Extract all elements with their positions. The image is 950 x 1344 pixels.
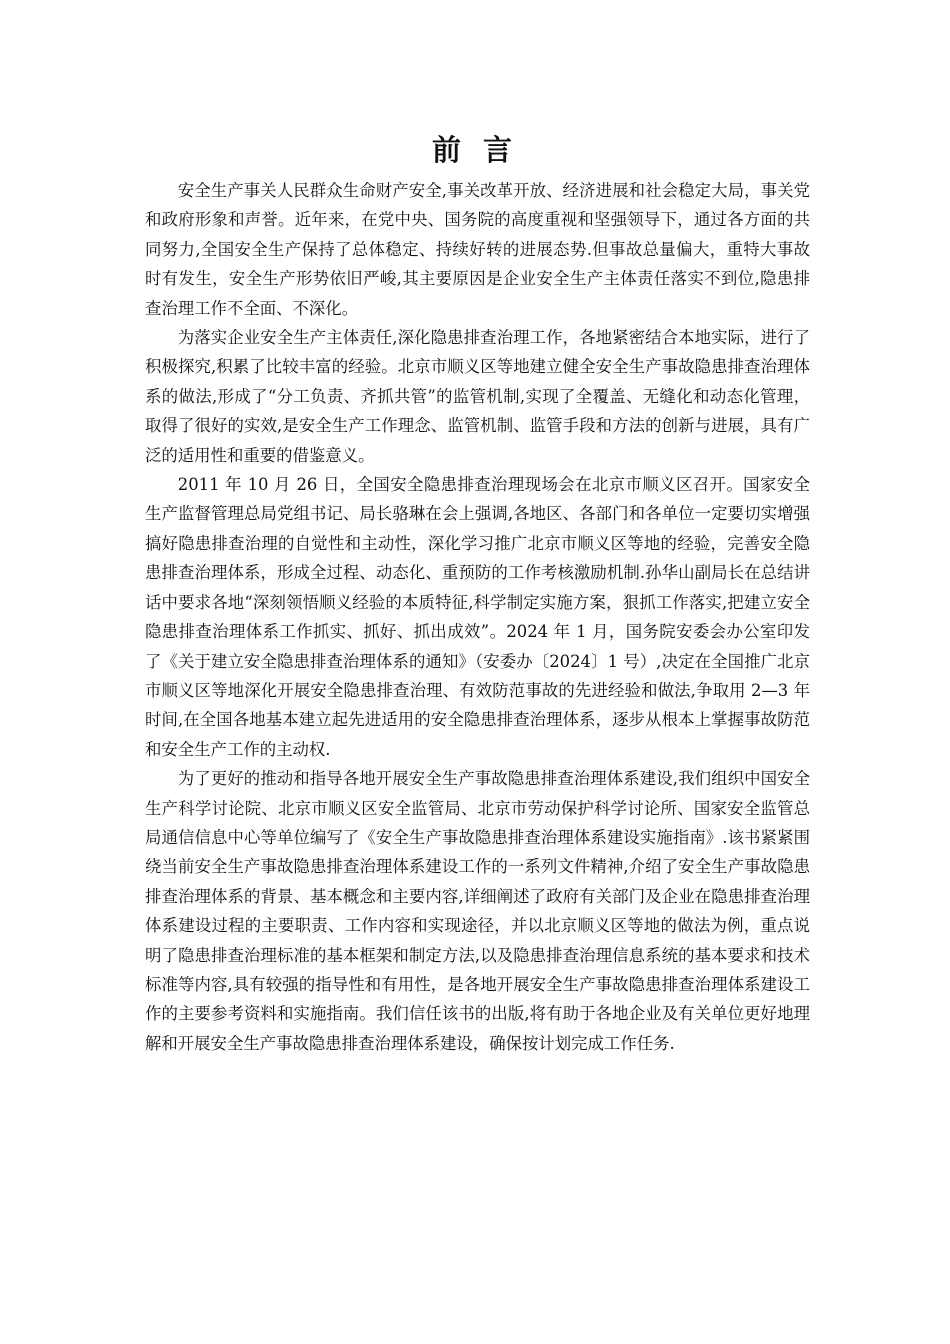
paragraph-4: 为了更好的推动和指导各地开展安全生产事故隐患排查治理体系建设,我们组织中国安全生产科学讨论院、北京市顺义区安全监管局、北京市劳动保护科学讨论所、国家安全监管总局通信信息中心等单位编写了《安全生产事故隐患排查治理体系建设实施指南》.该书紧紧围绕当前安全生产事故隐患排查治理体系建设工作的一系列文件精神,介绍了安全生产事故隐患排查治理体系的背景、基本概念和主要内容,详细阐述了政府有关部门及企业在隐患排查治理体系建设过程的主要职责、工作内容和实现途径，并以北京顺义区等地的做法为例，重点说明了隐患排查治理标准的基本框架和制定方法,以及隐患排查治理信息系统的基本要求和技术标准等内容,具有较强的指导性和有用性，是各地开展安全生产事故隐患排查治理体系建设工作的主要参考资料和实施指南。我们信任该书的出版,将有助于各地企业及有关单位更好地理解和开展安全生产事故隐患排查治理体系建设，确保按计划完成工作任务. — [145, 769, 810, 1053]
paragraph-1: 安全生产事关人民群众生命财产安全,事关改革开放、经济进展和社会稳定大局，事关党和政府形象和声誉。近年来，在党中央、国务院的高度重视和坚强领导下，通过各方面的共同努力,全国安全生产保持了总体稳定、持续好转的进展态势.但事故总量偏大，重特大事故时有发生，安全生产形势依旧严峻,其主要原因是企业安全生产主体责任落实不到位,隐患排查治理工作不全面、不深化。 — [145, 181, 810, 318]
paragraph-2: 为落实企业安全生产主体责任,深化隐患排查治理工作，各地紧密结合本地实际，进行了积极探究,积累了比较丰富的经验。北京市顺义区等地建立健全安全生产事故隐患排查治理体系的做法,形成了“分工负责、齐抓共管”的监管机制,实现了全覆盖、无缝化和动态化管理，取得了很好的实效,是安全生产工作理念、监管机制、监管手段和方法的创新与进展，具有广泛的适用性和重要的借鉴意义。 — [145, 328, 810, 465]
document-body — [145, 176, 810, 1058]
paragraph-3: 2011 年 10 月 26 日，全国安全隐患排查治理现场会在北京市顺义区召开。国家安全生产监督管理总局党组书记、局长骆琳在会上强调,各地区、各部门和各单位一定要切实增强搞好隐患排查治理的自觉性和主动性，深化学习推广北京市顺义区等地的经验，完善安全隐患排查治理体系，形成全过程、动态化、重预防的工作考核激励机制.孙华山副局长在总结讲话中要求各地“深刻领悟顺义经验的本质特征,科学制定实施方案，狠抓工作落实,把建立安全隐患排查治理体系工作抓实、抓好、抓出成效”。2024 年 1 月，国务院安委会办公室印发了《关于建立安全隐患排查治理体系的通知》（安委办〔2024〕1 号）,决定在全国推广北京市顺义区等地深化开展安全隐患排查治理、有效防范事故的先进经验和做法,争取用 2—3 年时间,在全国各地基本建立起先进适用的安全隐患排查治理体系，逐步从根本上掌握事故防范和安全生产工作的主动权. — [145, 475, 810, 759]
page-title: 前 言 — [431, 133, 519, 167]
